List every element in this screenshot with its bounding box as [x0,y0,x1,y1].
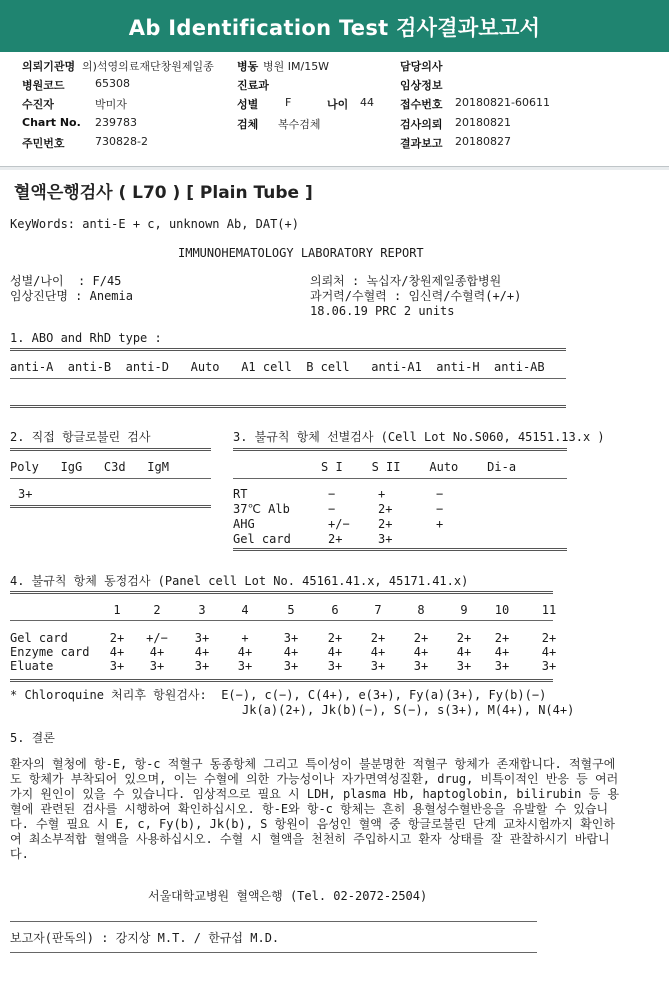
dat-value: 3+ [18,487,33,501]
panel-reaction-value: 4+ [109,645,125,659]
patient-label: 수진자 [22,98,54,111]
screen-sii-value: 2+ [378,502,393,516]
panel-cell-number: 6 [331,603,339,617]
screen-row-label: 37℃ Alb [233,502,290,516]
requester-line: 의뢰처 : 녹십자/창원제일종합병원 [310,274,502,288]
code-label: 병원코드 [22,79,65,92]
id-label: 주민번호 [22,137,65,150]
screen-sii-value: 3+ [378,532,393,546]
panel-reaction-value: 3+ [237,659,253,673]
divider [10,348,566,351]
panel-reaction-value: 4+ [149,645,165,659]
id-value: 730828-2 [95,135,148,148]
divider [10,478,211,479]
panel-cell-number: 5 [287,603,295,617]
sec3-title: 3. 불규칙 항체 선별검사 (Cell Lot No.S060, 45151.13.x ) [233,430,605,444]
panel-reaction-value: 2+ [109,631,125,645]
screen-row-label: AHG [233,517,255,531]
panel-reaction-value: 4+ [237,645,253,659]
divider [233,548,567,551]
org-value: 의)석영의료재단창원제일종 [82,60,214,73]
screen-auto-value: − [436,502,444,516]
specimen-value: 복수검체 [278,118,321,131]
panel-cell-number: 4 [241,603,249,617]
divider [233,448,567,451]
divider [10,921,537,922]
panel-reaction-value: 4+ [413,645,429,659]
panel-reaction-value: 4+ [327,645,343,659]
sec1-title: 1. ABO and RhD type : [10,331,162,345]
panel-cell-number: 8 [417,603,425,617]
keywords-line: KeyWords: anti-E + c, unknown Ab, DAT(+) [10,217,299,231]
panel-reaction-value: 3+ [456,659,472,673]
org-label: 의뢰기관명 [22,60,76,73]
divider [233,478,567,479]
panel-reaction-value: +/− [146,631,168,645]
diagnosis-line: 임상진단명 : Anemia [10,289,133,303]
panel-reaction-value: 4+ [194,645,210,659]
chloroquine-line-1: * Chloroquine 처리후 항원검사: E(−), c(−), C(4+), e(3+), Fy(a)(3+), Fy(b)(−) [10,688,547,702]
screen-si-value: − [328,487,336,501]
ward-label: 병동 [237,60,259,73]
history-line: 과거력/수혈력 : 임신력/수혈력(+/+) [310,289,522,303]
request-value: 20180821 [455,116,511,129]
dept-label: 진료과 [237,79,269,92]
divider [10,679,553,682]
header-separator [0,167,669,170]
page-title: 혈액은행검사 ( L70 ) [ Plain Tube ] [14,183,313,203]
panel-reaction-value: 2+ [494,631,510,645]
divider [10,448,211,451]
screen-row-label: RT [233,487,248,501]
panel-cell-number: 3 [198,603,206,617]
panel-cell-number: 1 [113,603,121,617]
panel-reaction-value: 2+ [456,631,472,645]
dat-headers: Poly IgG C3d IgM [10,460,169,474]
panel-reaction-value: 4+ [456,645,472,659]
panel-row-label: Eluate [10,659,54,673]
panel-reaction-value: 3+ [494,659,510,673]
divider [10,620,553,621]
panel-reaction-value: 2+ [541,631,557,645]
screen-si-value: − [328,502,336,516]
receipt-value: 20180821-60611 [455,96,550,109]
signature-line: 서울대학교병원 혈액은행 (Tel. 02-2072-2504) [148,889,428,903]
divider [10,405,566,408]
report-header-info [0,52,669,168]
panel-reaction-value: 3+ [194,659,210,673]
panel-reaction-value: 3+ [109,659,125,673]
request-label: 검사의뢰 [400,118,443,131]
reporter-line: 보고자(판독의) : 강지상 M.T. / 한규섭 M.D. [10,931,280,945]
sec5-title: 5. 결론 [10,731,55,745]
panel-reaction-value: 3+ [149,659,165,673]
screen-sii-value: + [378,487,386,501]
panel-reaction-value: 2+ [413,631,429,645]
screen-headers: S I S II Auto Di-a [321,460,517,474]
code-value: 65308 [95,77,130,90]
panel-cell-number: 10 [494,603,510,617]
panel-reaction-value: + [241,631,249,645]
panel-reaction-value: 4+ [370,645,386,659]
panel-cell-number: 2 [153,603,161,617]
sex-age-line: 성별/나이 : F/45 [10,274,122,288]
panel-reaction-value: 3+ [327,659,343,673]
sex-label: 성별 [237,98,259,111]
transfusion-line: 18.06.19 PRC 2 units [310,304,455,318]
panel-reaction-value: 4+ [283,645,299,659]
screen-sii-value: 2+ [378,517,393,531]
panel-reaction-value: 3+ [283,659,299,673]
ward-value: 병원 IM/15W [263,60,330,73]
sex-value: F [285,96,292,109]
screen-auto-value: + [436,517,444,531]
sec2-title: 2. 직접 항글로불린 검사 [10,430,151,444]
age-value: 44 [360,96,374,109]
screen-si-value: 2+ [328,532,343,546]
chart-label: Chart No. [22,116,81,129]
age-label: 나이 [327,98,349,111]
screen-auto-value: − [436,487,444,501]
report-heading: IMMUNOHEMATOLOGY LABORATORY REPORT [178,246,424,260]
panel-reaction-value: 3+ [370,659,386,673]
conclusion-text: 환자의 혈청에 항-E, 항-c 적혈구 동종항체 그리고 특이성이 불분명한 적혈구 항체가 존재합니다. 적혈구에도 항체가 부착되어 있으며, 이는 수혈에 의한 가능성이나 자가면역성질환, drug, 비특이적인 반응 등 여러가지 원인이 있을 수 있습니다. 임상적으로 필요 시 LDH, plasma Hb, haptoglobin, bilirubin 등 용혈에 관련된 검사를 시행하여 확인하십시오. 항-E와 항-c 항체는 흔히 용혈성수혈반응을 유발할 수 있습니다. 수혈 필요 시 E, c, Fy(b), Jk(b), S 항원이 음성인 혈액 중 항글로불린 단계 교차시험까지 확인하여 최소부적합 혈액을 사용하십시오. 수혈 시 혈액을 천천히 주입하시고 환자 상태를 잘 관찰하시기 바랍니다. [10,757,620,861]
divider [10,378,566,379]
divider [10,591,553,594]
panel-reaction-value: 3+ [541,659,557,673]
panel-row-label: Gel card [10,631,68,645]
panel-reaction-value: 3+ [194,631,210,645]
patient-value: 박미자 [95,98,127,111]
divider [10,505,211,508]
receipt-label: 접수번호 [400,98,443,111]
panel-reaction-value: 2+ [370,631,386,645]
panel-reaction-value: 4+ [494,645,510,659]
sec4-title: 4. 불규칙 항체 동정검사 (Panel cell Lot No. 45161.41.x, 45171.41.x) [10,574,469,588]
report-date-label: 결과보고 [400,137,443,150]
clinical-label: 임상정보 [400,79,443,92]
chloroquine-line-2: Jk(a)(2+), Jk(b)(−), S(−), s(3+), M(4+), N(4+) [242,703,575,717]
panel-reaction-value: 2+ [327,631,343,645]
panel-cell-number: 11 [541,603,557,617]
screen-row-label: Gel card [233,532,291,546]
panel-reaction-value: 4+ [541,645,557,659]
chart-value: 239783 [95,116,137,129]
report-banner-title: Ab Identification Test 검사결과보고서 [0,0,669,52]
screen-si-value: +/− [328,517,350,531]
panel-reaction-value: 3+ [283,631,299,645]
panel-cell-number: 9 [460,603,468,617]
panel-cell-number: 7 [374,603,382,617]
panel-row-label: Enzyme card [10,645,90,659]
specimen-label: 검체 [237,118,259,131]
divider [10,952,537,953]
report-date-value: 20180827 [455,135,511,148]
panel-reaction-value: 3+ [413,659,429,673]
doctor-label: 담당의사 [400,60,443,73]
abo-headers: anti-A anti-B anti-D Auto A1 cell B cell anti-A1 anti-H anti-AB [10,360,545,374]
